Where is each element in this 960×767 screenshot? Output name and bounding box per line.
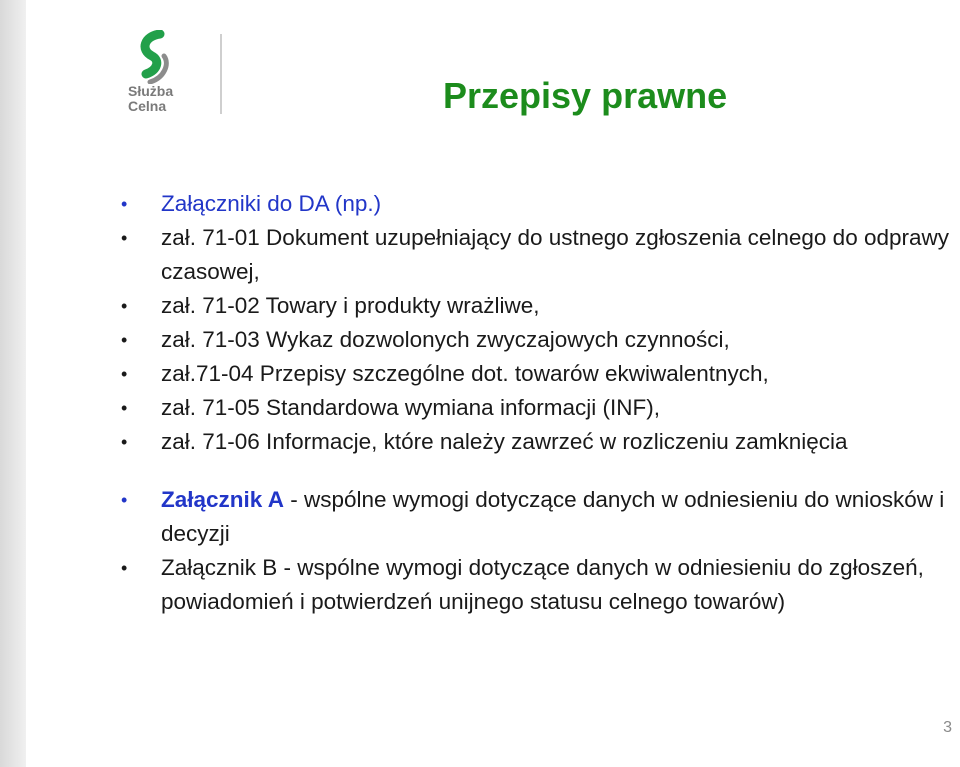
item-text: zał. 71-01 Dokument uzupełniający do ustnego zgłoszenia celnego do odprawy czasowej, — [161, 225, 950, 284]
list-gap — [0, 459, 960, 483]
list-item — [0, 391, 960, 425]
logo-divider — [220, 34, 222, 114]
item-note: (np.) — [328, 191, 382, 216]
bullet-icon: • — [121, 330, 128, 350]
item-text: - wspólne wymogi dotyczące danych w odniesieniu do wniosków i decyzji — [161, 487, 945, 546]
item-text: zał. 71-03 Wykaz dozwolonych zwyczajowych czynności, — [161, 327, 730, 352]
item-text: zał. 71-02 Towary i produkty wrażliwe, — [161, 293, 540, 318]
item-heading: Załącznik A — [161, 487, 284, 512]
item-text: zał. 71-05 Standardowa wymiana informacji (INF), — [161, 395, 660, 420]
list-item — [0, 289, 960, 323]
list-item — [0, 357, 960, 391]
item-heading: Załączniki do DA — [161, 191, 329, 216]
logo-text-line1: Służba — [128, 83, 174, 99]
sluzba-celna-emblem-icon — [130, 30, 178, 84]
bullet-icon: • — [121, 296, 128, 316]
bullet-icon: • — [121, 194, 128, 214]
bullet-icon: • — [121, 490, 128, 510]
list-item — [0, 323, 960, 357]
page-number: 3 — [943, 719, 952, 736]
list-item-annex-b — [0, 551, 960, 619]
bullet-icon: • — [121, 398, 128, 418]
list-item-annexes-da — [0, 187, 960, 221]
bullet-icon: • — [121, 228, 128, 248]
page-title: Przepisy prawne — [443, 75, 728, 116]
logo-text-line2: Celna — [128, 98, 167, 114]
list-item — [0, 221, 960, 289]
bullet-icon: • — [121, 558, 128, 578]
item-text: zał.71-04 Przepisy szczególne dot. towarów ekwiwalentnych, — [161, 361, 769, 386]
bullet-icon: • — [121, 432, 128, 452]
list-item-annex-a — [0, 483, 960, 551]
item-text: zał. 71-06 Informacje, które należy zawrzeć w rozliczeniu zamknięcia — [161, 429, 848, 454]
bullet-icon: • — [121, 364, 128, 384]
item-text: Załącznik B - wspólne wymogi dotyczące danych w odniesieniu do zgłoszeń, powiadomień i potwierdzeń unijnego statusu celnego towarów) — [161, 555, 924, 614]
logo-text — [128, 84, 173, 114]
sluzba-celna-logo — [124, 30, 194, 114]
list-item — [0, 425, 960, 459]
bullet-list — [0, 187, 960, 619]
